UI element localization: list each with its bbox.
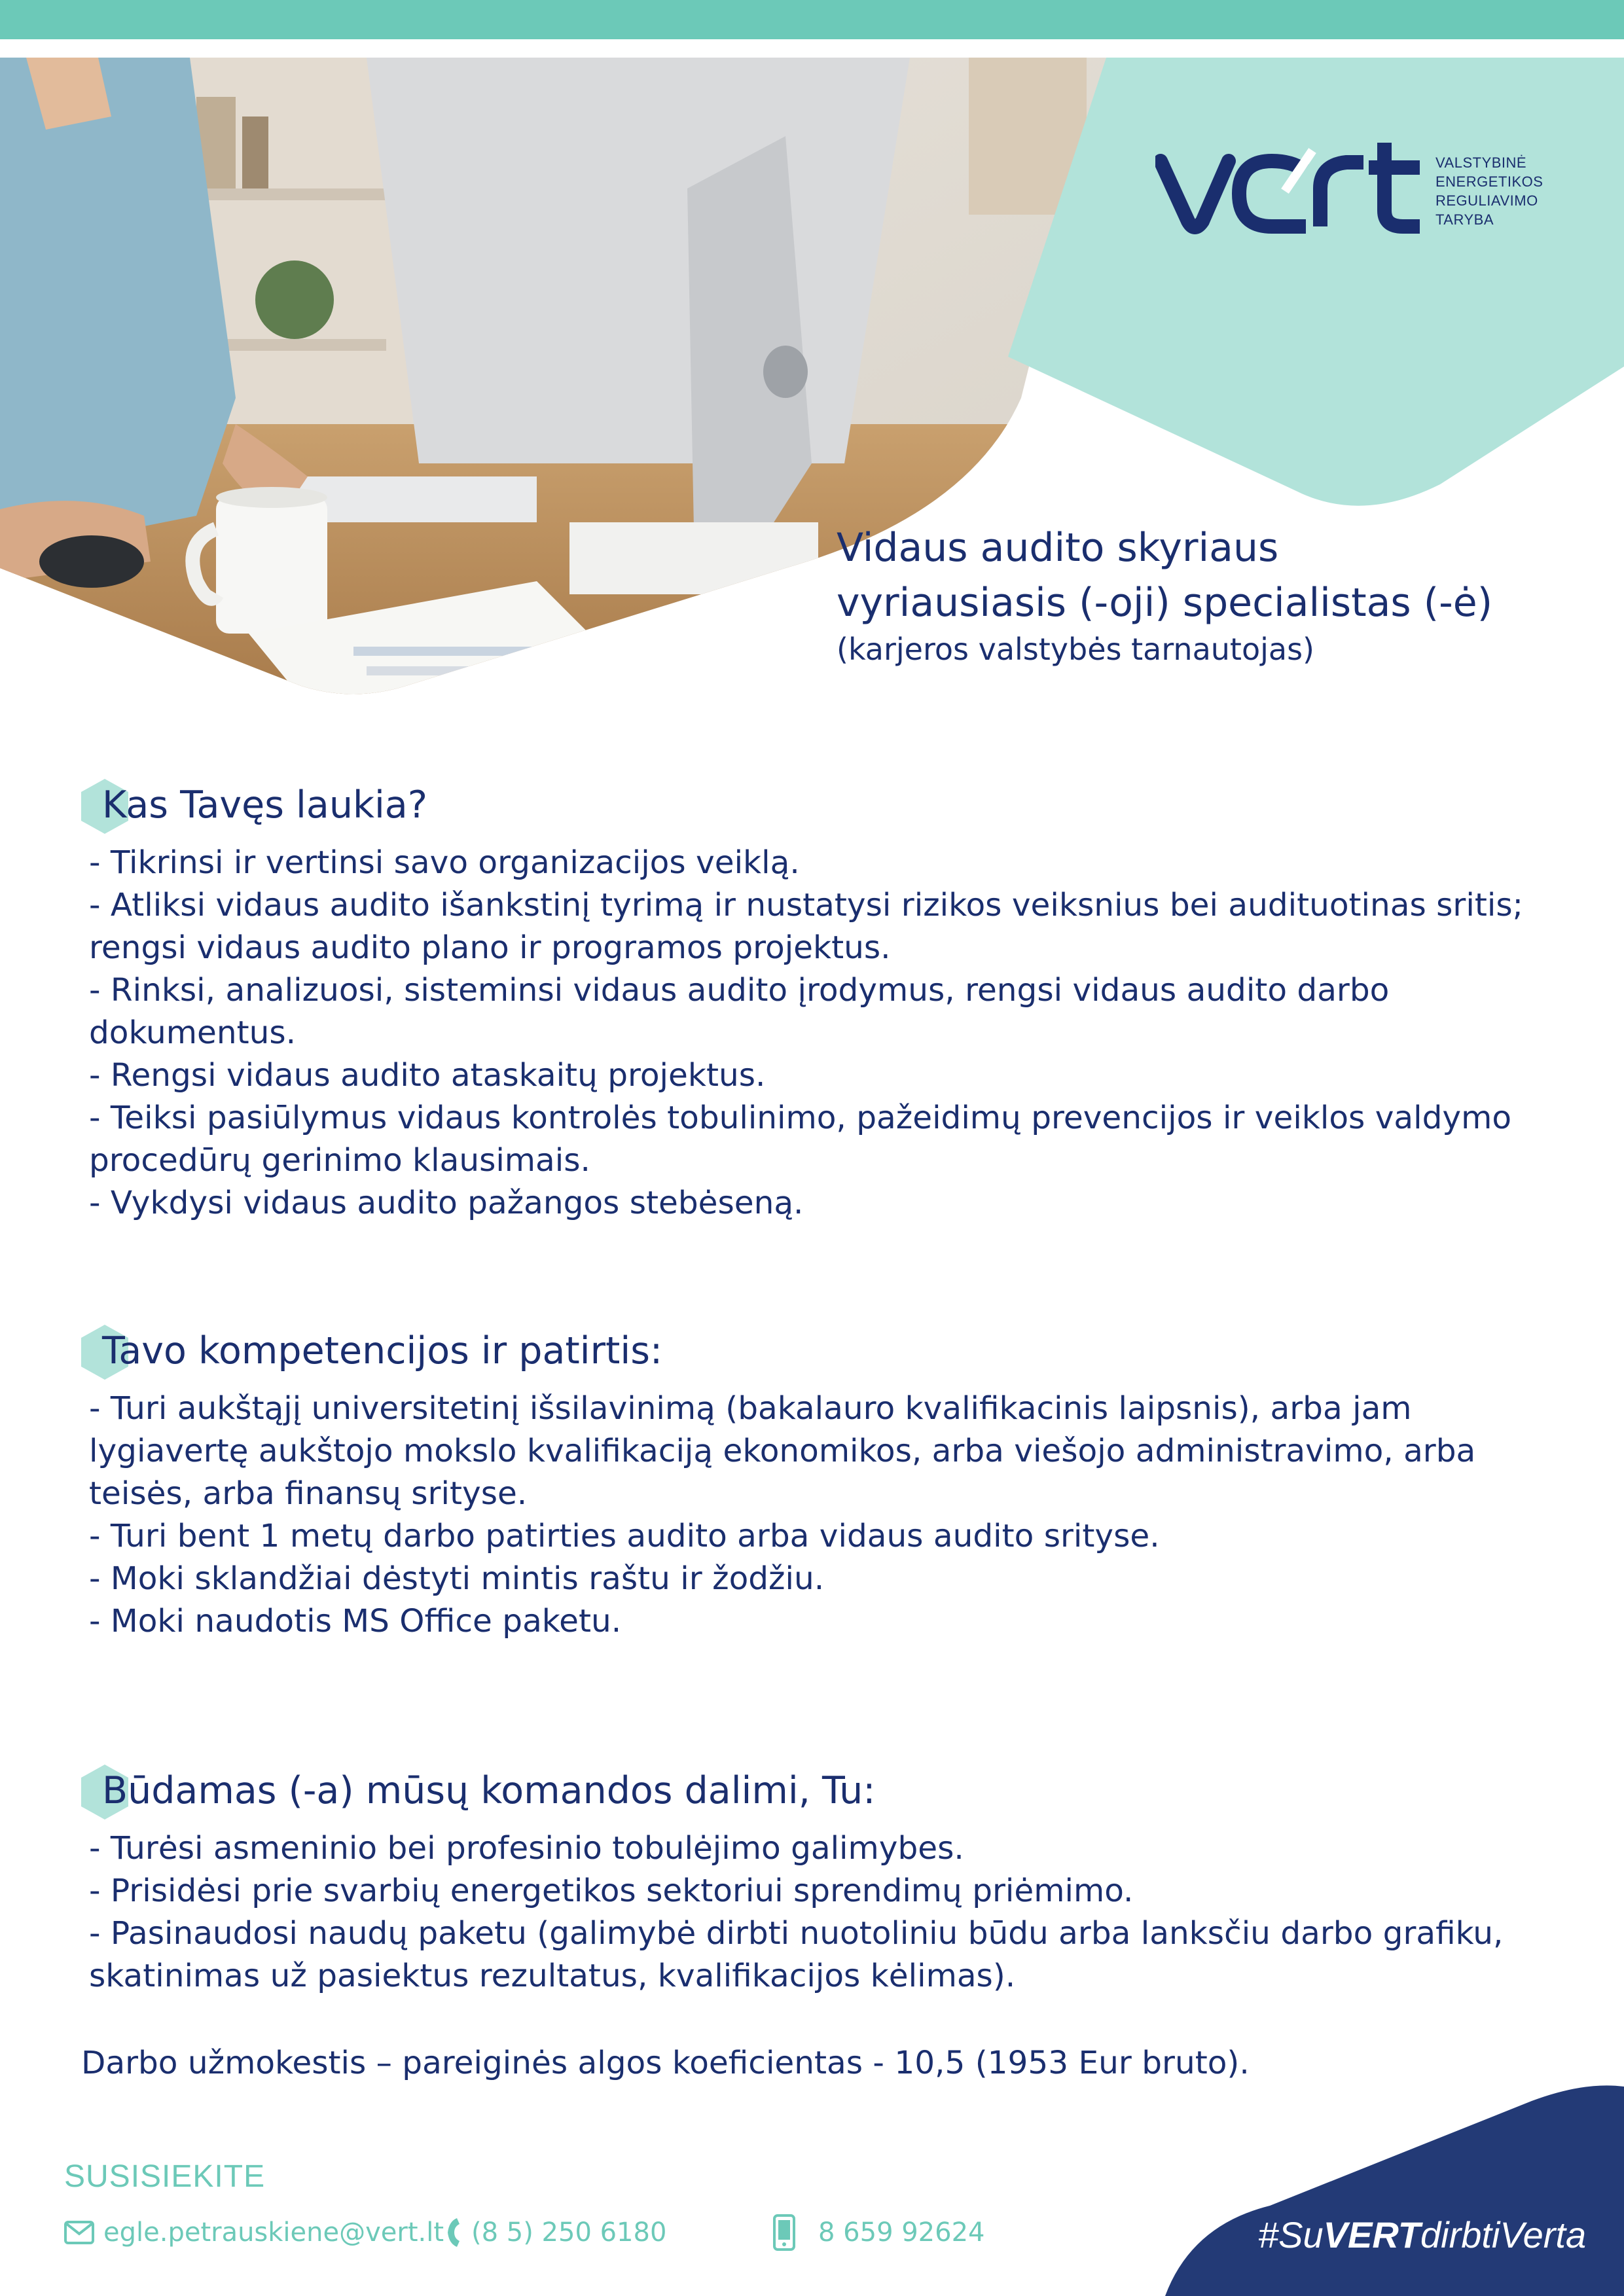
section-competencies: [79, 1323, 1571, 1643]
list-item: - Moki naudotis MS Office paketu.: [89, 1603, 622, 1640]
list-item: - Tikrinsi ir vertinsi savo organizacijos veiklą.: [89, 844, 800, 881]
contact-phone[interactable]: [442, 2213, 666, 2252]
section-heading: Tavo kompetencijos ir patirtis:: [102, 1329, 663, 1372]
mail-icon: [64, 2221, 94, 2244]
navy-corner-shape: [1165, 2081, 1624, 2296]
job-title-line2: vyriausiasis (-oji) specialistas (-ė): [837, 580, 1493, 626]
logo-word-text: vert: [1155, 137, 1157, 138]
list-item: - Vykdysi vidaus audito pažangos stebėseną.: [89, 1185, 804, 1221]
hashtag-bold: VERT: [1323, 2214, 1420, 2255]
section-benefits: [79, 1763, 1571, 1998]
logo-sub-line: REGULIAVIMO: [1435, 192, 1538, 209]
mobile-number[interactable]: 8 659 92624: [818, 2217, 985, 2248]
job-title-line1: Vidaus audito skyriaus: [837, 525, 1279, 571]
vert-logo-mark: [1155, 137, 1424, 236]
hashtag-pre: #Su: [1258, 2214, 1324, 2255]
mobile-phone-icon: [772, 2214, 796, 2251]
logo-sub-line: TARYBA: [1435, 211, 1494, 228]
vert-logo: [1155, 137, 1548, 236]
job-subtitle: (karjeros valstybės tarnautojas): [837, 632, 1314, 667]
list-item: - Pasinaudosi naudų paketu (galimybė dirbti nuotoliniu būdu arba lanksčiu darbo grafiku, skatinimas už pasiektus rezultatus, kvalifikacijos kėlimas).: [89, 1915, 1504, 1994]
section-heading: Būdamas (-a) mūsų komandos dalimi, Tu:: [102, 1769, 876, 1812]
logo-sub-line: ENERGETIKOS: [1435, 173, 1543, 190]
hashtag-post: dirbtiVerta: [1420, 2214, 1587, 2255]
mint-corner-shape: [0, 0, 1624, 524]
list-item: - Rinksi, analizuosi, sisteminsi vidaus audito įrodymus, rengsi vidaus audito darbo dokumentus.: [89, 972, 1390, 1051]
list-item: - Atliksi vidaus audito išankstinį tyrimą ir nustatysi rizikos veiksnius bei audituotinas sritis; rengsi vidaus audito plano ir programos projektus.: [89, 887, 1523, 966]
phone-icon: [442, 2216, 462, 2249]
list-item: - Rengsi vidaus audito ataskaitų projektus.: [89, 1057, 766, 1094]
logo-subtitle: [1435, 153, 1543, 229]
phone-number[interactable]: (8 5) 250 6180: [471, 2217, 667, 2248]
email-link[interactable]: egle.petrauskiene@vert.lt: [103, 2217, 444, 2248]
job-title-block: [837, 520, 1589, 668]
list-item: - Turi aukštąjį universitetinį išsilavinimą (bakalauro kvalifikacinis laipsnis), arba jam lygiavertę aukštojo mokslo kvalifikaciją ekonomikos, arba viešojo administravimo, arba teisės, arba finansų srityse.: [89, 1390, 1476, 1512]
list-item: - Turi bent 1 metų darbo patirties audito arba vidaus audito srityse.: [89, 1518, 1160, 1554]
contact-email[interactable]: [64, 2213, 444, 2252]
hashtag-text: [1258, 2212, 1586, 2258]
list-item: - Prisidėsi prie svarbių energetikos sektoriui sprendimų priėmimo.: [89, 1873, 1134, 1909]
contact-heading: SUSISIEKITE: [64, 2159, 266, 2194]
list-item: - Teiksi pasiūlymus vidaus kontrolės tobulinimo, pažeidimų prevencijos ir veiklos valdymo procedūrų gerinimo klausimais.: [89, 1100, 1512, 1179]
section-duties: [79, 778, 1571, 1225]
list-item: - Moki sklandžiai dėstyti mintis raštu ir žodžiu.: [89, 1560, 825, 1597]
contact-mobile[interactable]: [772, 2213, 984, 2252]
section-heading: Kas Tavęs laukia?: [102, 783, 427, 827]
logo-sub-line: VALSTYBINĖ: [1435, 154, 1527, 171]
list-item: - Turėsi asmeninio bei profesinio tobulėjimo galimybes.: [89, 1830, 964, 1867]
salary-text: Darbo užmokestis – pareiginės algos koeficientas - 10,5 (1953 Eur bruto).: [81, 2045, 1250, 2081]
